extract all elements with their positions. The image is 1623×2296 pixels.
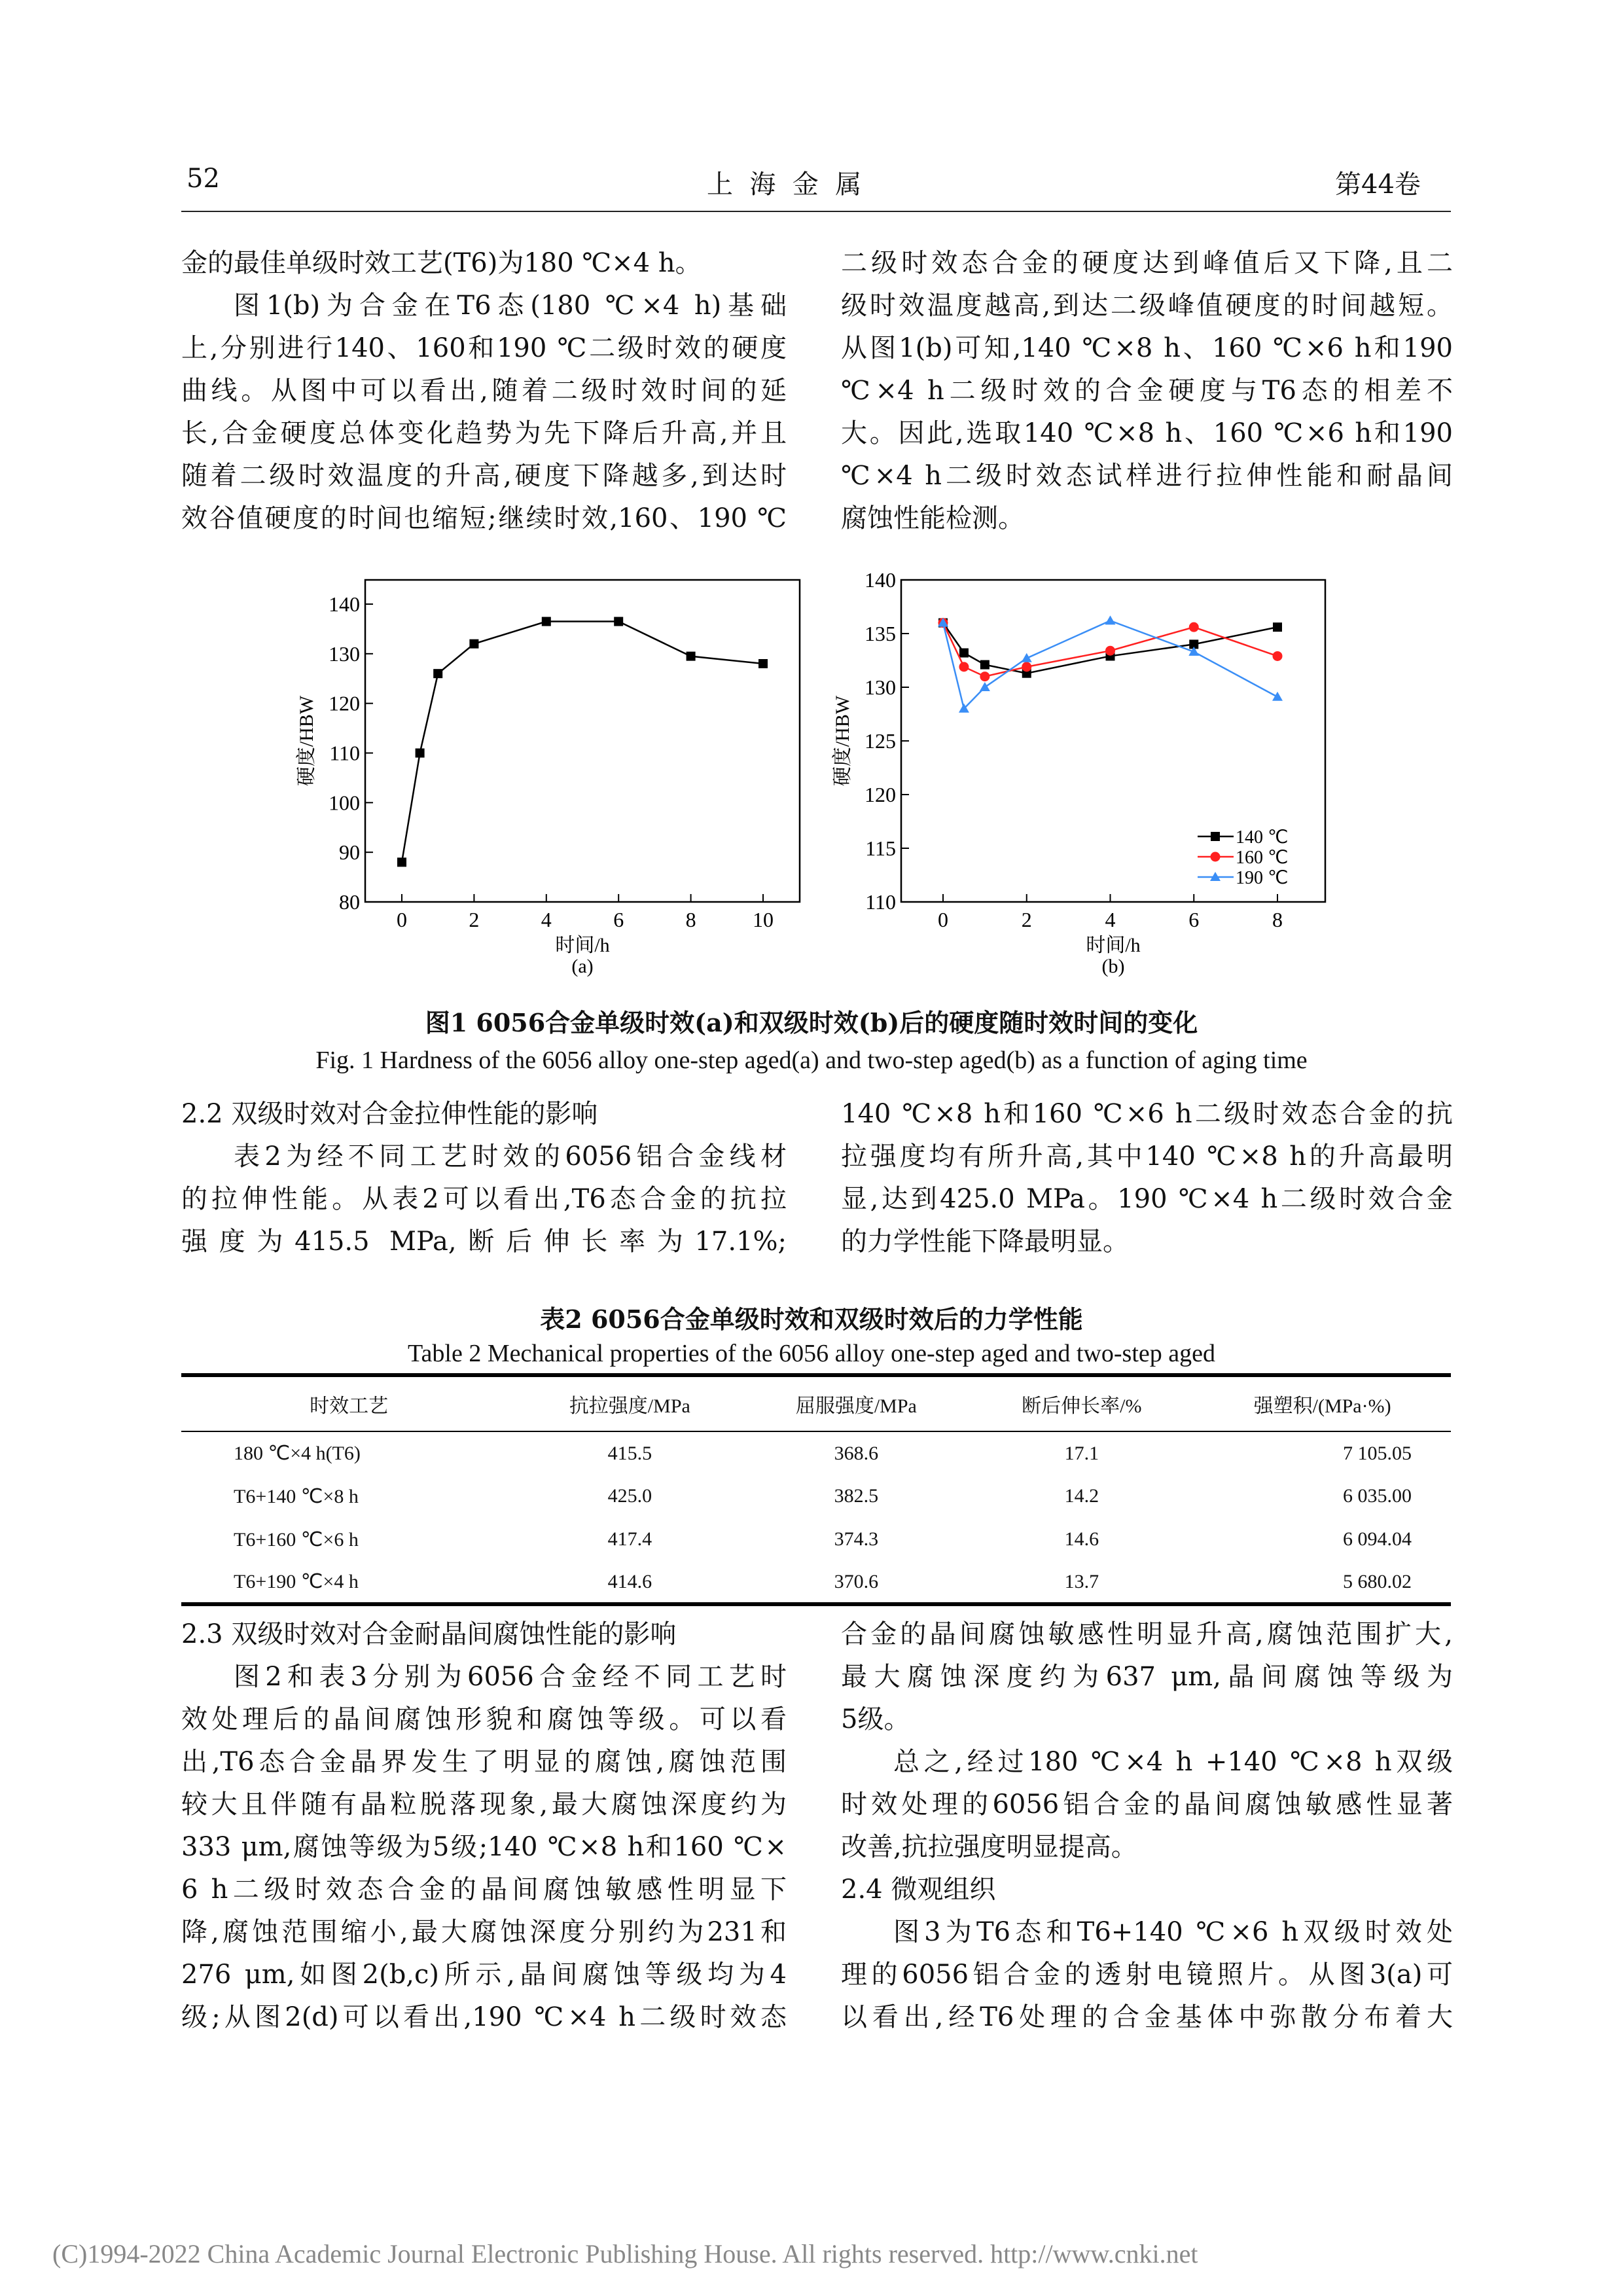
y-tick-label: 90	[339, 840, 360, 865]
x-tick-label: 4	[541, 908, 552, 931]
right-column-top	[841, 242, 1453, 540]
left-column-top	[181, 242, 787, 540]
paragraph-line: 效处理后的晶间腐蚀形貌和腐蚀等级。可以看	[181, 1704, 787, 1734]
section-heading: 2.3 双级时效对合金耐晶间腐蚀性能的影响	[181, 1619, 677, 1649]
paragraph-line: 以看出,经T6处理的合金基体中弥散分布着大	[841, 2002, 1453, 2032]
data-point	[980, 672, 990, 681]
data-point	[1022, 662, 1031, 672]
y-axis-label: 硬度/HBW	[832, 695, 853, 787]
panel-label: (b)	[1101, 956, 1125, 977]
table-row	[181, 1518, 1451, 1561]
figure-1	[0, 556, 1623, 988]
paragraph-line: 时效处理的6056铝合金的晶间腐蚀敏感性显著	[841, 1789, 1453, 1820]
data-point	[1189, 622, 1199, 632]
section-2-2-left	[181, 1093, 787, 1263]
paragraph-line: 的拉伸性能。从表2可以看出,T6态合金的抗拉	[181, 1184, 787, 1214]
paragraph-line: 改善,抗拉强度明显提高。	[841, 1832, 1137, 1862]
chart-b	[832, 568, 1325, 977]
data-point	[959, 649, 969, 658]
x-tick-label: 0	[938, 908, 948, 931]
paragraph-line: 合金的晶间腐蚀敏感性明显升高,腐蚀范围扩大,	[841, 1619, 1453, 1649]
data-point	[1022, 653, 1032, 662]
x-tick-label: 0	[397, 908, 407, 931]
table-cell: 17.1	[1064, 1442, 1099, 1464]
table-cell: T6+190 ℃×4 h	[234, 1571, 359, 1592]
figure-1-caption-en: Fig. 1 Hardness of the 6056 alloy one-step aged(a) and two-step aged(b) as a function of aging time	[315, 1047, 1308, 1074]
chart-a	[296, 580, 800, 977]
y-tick-label: 120	[865, 783, 896, 806]
paragraph-line: 大。因此,选取140 ℃×8 h、160 ℃×6 h和190	[841, 418, 1453, 448]
y-tick-label: 140	[865, 568, 896, 592]
section-2-3-left	[181, 1613, 787, 2039]
plot-frame	[365, 580, 800, 902]
y-tick-label: 130	[329, 641, 360, 666]
paragraph-line: 理的6056铝合金的透射电镜照片。从图3(a)可	[841, 1960, 1453, 1990]
y-tick-label: 135	[865, 622, 896, 645]
paragraph-line: 从图1(b)可知,140 ℃×8 h、160 ℃×6 h和190	[841, 333, 1453, 363]
y-tick-label: 115	[865, 836, 896, 860]
paragraph-line: 随着二级时效温度的升高,硬度下降越多,到达时	[181, 461, 787, 491]
section-heading: 2.2 双级时效对合金拉伸性能的影响	[181, 1099, 598, 1129]
paragraph-line: 显,达到425.0 MPa。190 ℃×4 h二级时效合金	[841, 1184, 1453, 1214]
column-header: 抗拉强度/MPa	[569, 1395, 690, 1417]
table-cell: 14.2	[1064, 1485, 1099, 1507]
paragraph-line: 表2为经不同工艺时效的6056铝合金线材	[234, 1141, 787, 1172]
paragraph-line: 图2和表3分别为6056合金经不同工艺时	[234, 1662, 787, 1692]
y-tick-label: 130	[865, 675, 896, 699]
paragraph-line: 276 μm,如图2(b,c)所示,晶间腐蚀等级均为4	[181, 1960, 787, 1990]
data-point	[542, 617, 551, 626]
table-cell: 368.6	[834, 1442, 879, 1464]
legend-label: 190 ℃	[1236, 868, 1289, 888]
journal-title: 上 海 金 属	[707, 170, 862, 200]
volume-label: 第44卷	[1335, 170, 1421, 200]
data-point	[980, 682, 990, 691]
data-point	[1211, 852, 1221, 862]
legend-label: 140 ℃	[1236, 827, 1289, 848]
x-axis-label: 时间/h	[555, 935, 610, 956]
column-header: 强塑积/(MPa·%)	[1253, 1395, 1391, 1417]
paragraph-line: 级;从图2(d)可以看出,190 ℃×4 h二级时效态	[181, 2002, 787, 2032]
x-tick-label: 8	[685, 908, 696, 931]
table-row	[181, 1475, 1451, 1518]
data-point	[980, 660, 990, 670]
paragraph-line: 拉强度均有所升高,其中140 ℃×8 h的升高最明	[841, 1141, 1453, 1172]
data-point	[397, 857, 406, 867]
x-tick-label: 2	[1021, 908, 1032, 931]
x-tick-label: 4	[1105, 908, 1116, 931]
paragraph-line: 强度为415.5 MPa,断后伸长率为17.1%;	[181, 1227, 787, 1257]
paragraph-line: 最大腐蚀深度约为637 μm,晶间腐蚀等级为	[841, 1662, 1453, 1692]
x-tick-label: 6	[1188, 908, 1200, 931]
paragraph-line: ℃×4 h二级时效态试样进行拉伸性能和耐晶间	[841, 461, 1453, 491]
column-header: 屈服强度/MPa	[795, 1395, 917, 1417]
table-cell: 374.3	[834, 1528, 879, 1550]
table-cell: T6+160 ℃×6 h	[234, 1528, 359, 1551]
table-cell: 14.6	[1064, 1528, 1099, 1550]
data-point	[1273, 651, 1283, 661]
data-point	[1272, 692, 1283, 701]
page-number: 52	[187, 164, 220, 194]
paragraph-line: 的力学性能下降最明显。	[841, 1227, 1129, 1257]
y-tick-label: 100	[329, 791, 360, 815]
table-2-caption-en: Table 2 Mechanical properties of the 6056 alloy one-step aged and two-step aged	[407, 1340, 1216, 1367]
paragraph-line: 5级。	[841, 1704, 910, 1734]
data-point	[959, 662, 969, 672]
section-2-3-right	[841, 1613, 1453, 2039]
series-line	[402, 622, 763, 863]
paragraph-line: 上,分别进行140、160和190 ℃二级时效的硬度	[181, 333, 787, 363]
x-tick-label: 8	[1272, 908, 1283, 931]
data-point	[687, 652, 696, 661]
column-header: 时效工艺	[310, 1395, 389, 1417]
table-cell: 6 035.00	[1343, 1485, 1412, 1507]
paragraph-line: 140 ℃×8 h和160 ℃×6 h二级时效态合金的抗	[841, 1099, 1453, 1129]
series-line	[943, 620, 1277, 708]
data-point	[469, 639, 478, 649]
table-cell: 425.0	[607, 1485, 652, 1507]
copyright-footer: (C)1994-2022 China Academic Journal Electronic Publishing House. All rights reserved. http://www.cnki.net	[52, 2239, 1198, 2269]
table-cell: 417.4	[607, 1528, 652, 1550]
y-tick-label: 110	[865, 890, 896, 914]
table-cell: 5 680.02	[1343, 1570, 1412, 1592]
table-cell: 180 ℃×4 h(T6)	[234, 1443, 361, 1464]
paragraph-line: 6 h二级时效态合金的晶间腐蚀敏感性明显下	[181, 1874, 787, 1905]
table-2-caption-cn: 表2 6056合金单级时效和双级时效后的力学性能	[540, 1304, 1083, 1334]
x-tick-label: 2	[469, 908, 480, 931]
data-point	[1105, 646, 1115, 656]
legend-label: 160 ℃	[1236, 848, 1289, 868]
paragraph-line: 333 μm,腐蚀等级为5级;140 ℃×8 h和160 ℃×	[181, 1832, 787, 1862]
table-cell: 13.7	[1064, 1570, 1099, 1592]
data-point	[1273, 622, 1282, 632]
data-point	[416, 749, 425, 758]
x-tick-label: 10	[753, 908, 774, 931]
table-cell: 370.6	[834, 1570, 879, 1592]
paragraph-line: 金的最佳单级时效工艺(T6)为180 ℃×4 h。	[181, 248, 702, 278]
header-rule	[181, 211, 1451, 212]
section-heading: 2.4 微观组织	[841, 1874, 996, 1905]
paragraph-line: 腐蚀性能检测。	[841, 503, 1024, 533]
paragraph-line: ℃×4 h二级时效的合金硬度与T6态的相差不	[841, 376, 1453, 406]
column-header: 断后伸长率/%	[1022, 1395, 1142, 1417]
table-cell: T6+140 ℃×8 h	[234, 1485, 359, 1507]
paragraph-line: 图3为T6态和T6+140 ℃×6 h双级时效处	[893, 1917, 1453, 1947]
table-cell: 414.6	[607, 1570, 652, 1592]
table-header-row	[181, 1375, 1451, 1431]
figure-1-caption-cn: 图1 6056合金单级时效(a)和双级时效(b)后的硬度随时效时间的变化	[425, 1008, 1198, 1037]
table-cell: 6 094.04	[1343, 1528, 1412, 1550]
paragraph-line: 长,合金硬度总体变化趋势为先下降后升高,并且	[181, 418, 787, 448]
paragraph-line: 较大且伴随有晶粒脱落现象,最大腐蚀深度约为	[181, 1789, 787, 1820]
y-axis-label: 硬度/HBW	[296, 695, 317, 787]
section-2-2-right	[841, 1093, 1453, 1263]
table-cell: 382.5	[834, 1485, 879, 1507]
table-2	[181, 1373, 1451, 1606]
y-tick-label: 110	[329, 741, 360, 765]
paragraph-line: 级时效温度越高,到达二级峰值硬度的时间越短。	[841, 291, 1453, 321]
y-tick-label: 125	[865, 729, 896, 753]
paragraph-line: 总之,经过180 ℃×4 h +140 ℃×8 h双级	[893, 1747, 1453, 1777]
data-point	[758, 659, 768, 668]
data-point	[1211, 832, 1220, 841]
paragraph-line: 效谷值硬度的时间也缩短;继续时效,160、190 ℃	[181, 503, 787, 533]
x-axis-label: 时间/h	[1086, 935, 1141, 956]
y-tick-label: 120	[329, 691, 360, 715]
paragraph-line: 降,腐蚀范围缩小,最大腐蚀深度分别约为231和	[181, 1917, 787, 1947]
data-point	[614, 617, 623, 626]
data-point	[1105, 615, 1116, 624]
y-tick-label: 140	[329, 592, 360, 616]
paragraph-line: 出,T6态合金晶界发生了明显的腐蚀,腐蚀范围	[181, 1747, 787, 1777]
table-cell: 415.5	[607, 1442, 652, 1464]
x-tick-label: 6	[613, 908, 624, 931]
paragraph-line: 图1(b)为合金在T6态(180 ℃×4 h)基础	[234, 291, 787, 321]
table-row	[181, 1561, 1451, 1604]
paragraph-line: 曲线。从图中可以看出,随着二级时效时间的延	[181, 376, 787, 406]
y-tick-label: 80	[339, 890, 360, 914]
panel-label: (a)	[571, 956, 594, 977]
paragraph-line: 二级时效态合金的硬度达到峰值后又下降,且二	[841, 248, 1453, 278]
table-row	[181, 1431, 1451, 1475]
table-cell: 7 105.05	[1343, 1442, 1412, 1464]
data-point	[433, 669, 442, 678]
